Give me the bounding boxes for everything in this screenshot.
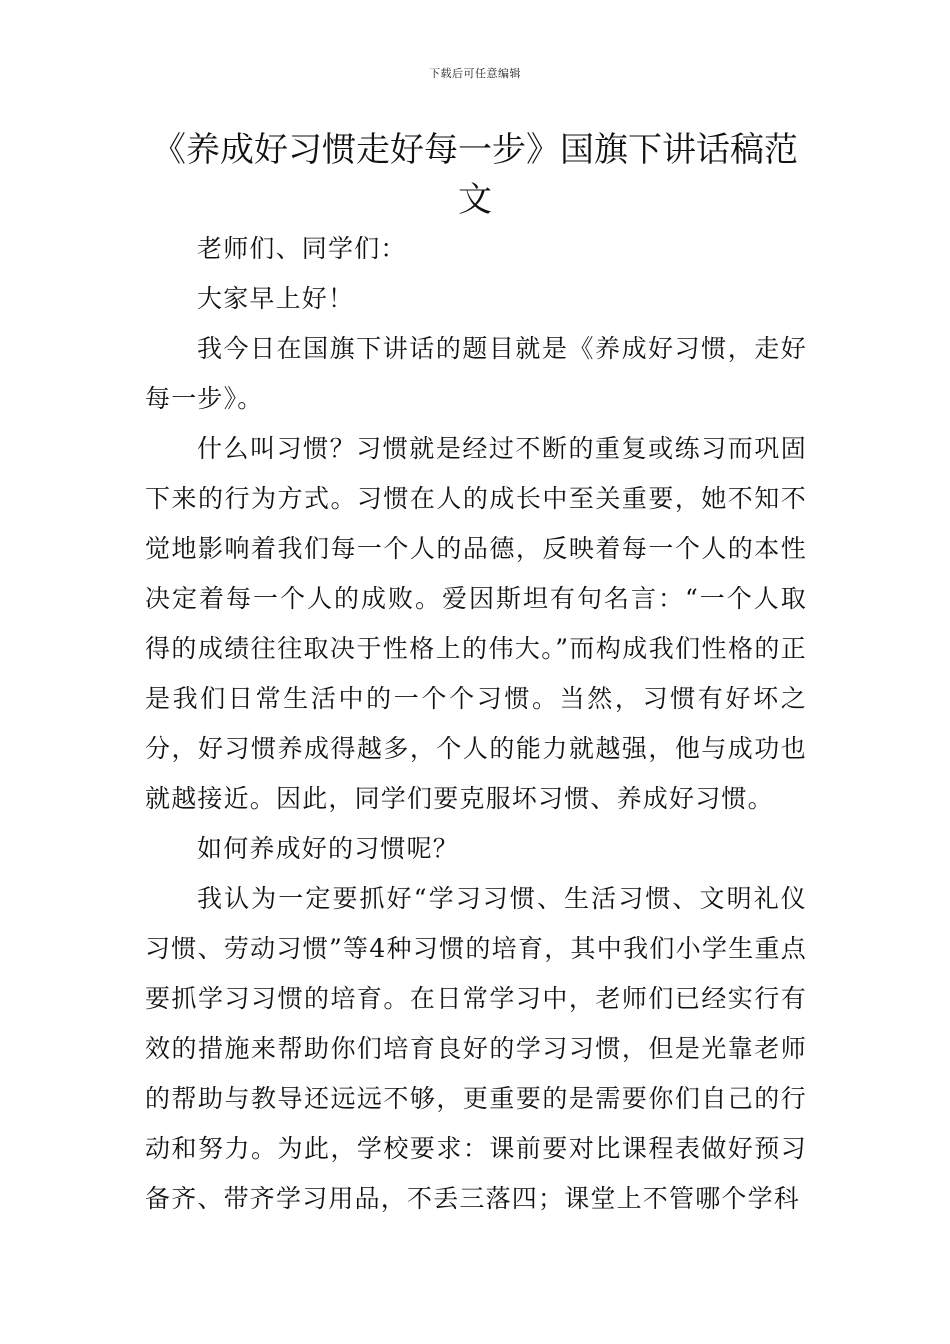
paragraph-greeting: 老师们、同学们： [197, 234, 407, 263]
document-body [145, 224, 807, 1224]
paragraph-what-is-habit: 什么叫习惯？习惯就是经过不断的重复或练习而巩固下来的行为方式。习惯在人的成长中至关重要，她不知不觉地影响着我们每一个人的品德，反映着每一个人的本性决定着每一个人的成败。爱因斯坦有句名言：“一个人取得的成绩往往取决于性格上的伟大。”而构成我们性格的正是我们日常生活中的一个个习惯。当然，习惯有好坏之分，好习惯养成得越多，个人的能力就越强，他与成功也就越接近。因此，同学们要克服坏习惯、养成好习惯。 [145, 434, 807, 813]
header-note: 下载后可任意编辑 [429, 67, 521, 80]
paragraph-good-morning: 大家早上好！ [197, 284, 355, 313]
paragraph-study-habits: 我认为一定要抓好“学习习惯、生活习惯、文明礼仪习惯、劳动习惯”等4种习惯的培育，其中我们小学生重点要抓学习习惯的培育。在日常学习中，老师们已经实行有效的措施来帮助你们培育良好的学习习惯，但是光靠老师的帮助与教导还远远不够，更重要的是需要你们自己的行动和努力。为此，学校要求：课前要对比课程表做好预习备齐、带齐学习用品，不丢三落四；课堂上不管哪个学科 [145, 884, 807, 1213]
paragraph-topic: 我今日在国旗下讲话的题目就是《养成好习惯，走好每一步》。 [145, 334, 807, 413]
document-title: 《养成好习惯走好每一步》国旗下讲话稿范文 [152, 130, 798, 220]
paragraph-question: 如何养成好的习惯呢？ [197, 834, 460, 863]
